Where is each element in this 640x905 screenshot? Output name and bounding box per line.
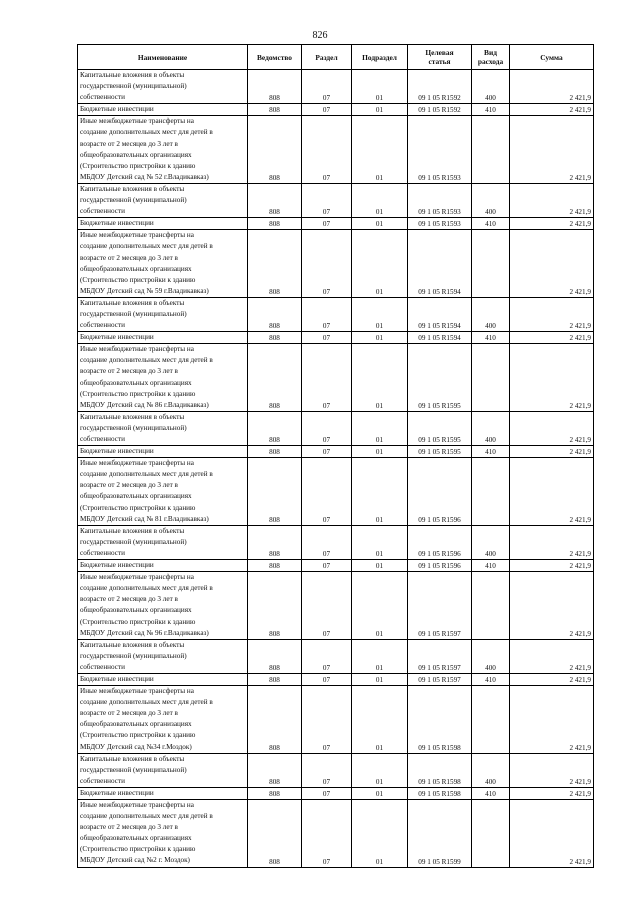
cell-name-line: государственной (муниципальной): [80, 765, 187, 774]
cell-section: 07: [302, 800, 352, 868]
cell-name-line: государственной (муниципальной): [80, 82, 187, 91]
header-row: [78, 45, 594, 70]
cell-sum: 2 421,9: [510, 686, 594, 754]
cell-target: 09 1 05 R1596: [408, 458, 472, 526]
cell-expense: [472, 686, 510, 754]
cell-name: [78, 332, 248, 344]
cell-subsection: 01: [352, 70, 408, 104]
cell-section: 07: [302, 70, 352, 104]
cell-expense: 410: [472, 787, 510, 799]
cell-name-line: (Строительство пристройки к зданию: [80, 731, 196, 740]
cell-section: 07: [302, 183, 352, 217]
cell-section: 07: [302, 116, 352, 184]
cell-expense: [472, 458, 510, 526]
cell-name: [78, 673, 248, 685]
cell-target: 09 1 05 R1592: [408, 104, 472, 116]
cell-name-line: возрасте от 2 месяцев до 3 лет в: [80, 253, 178, 262]
table-row: [78, 686, 594, 754]
cell-name: [78, 218, 248, 230]
cell-name: [78, 560, 248, 572]
cell-dept: 808: [248, 183, 302, 217]
cell-sum: 2 421,9: [510, 787, 594, 799]
cell-dept: 808: [248, 230, 302, 298]
cell-name-line: Иные межбюджетные трансферты на: [80, 459, 194, 468]
cell-subsection: 01: [352, 525, 408, 559]
table-row: [78, 230, 594, 298]
cell-sum: 2 421,9: [510, 673, 594, 685]
page-number: 826: [312, 30, 328, 41]
header-subsection: Подраздел: [352, 45, 408, 70]
cell-name-line: (Строительство пристройки к зданию: [80, 845, 196, 854]
header-target-line: статья: [428, 57, 451, 66]
cell-subsection: 01: [352, 572, 408, 640]
cell-sum: 2 421,9: [510, 411, 594, 445]
cell-section: 07: [302, 673, 352, 685]
cell-name-line: собственности: [80, 435, 125, 443]
cell-target: 09 1 05 R1598: [408, 753, 472, 787]
table-row: [78, 183, 594, 217]
table-row: [78, 800, 594, 868]
cell-name-line: создание дополнительных мест для детей в: [80, 812, 213, 821]
cell-expense: 400: [472, 183, 510, 217]
cell-name-line: Бюджетные инвестиции: [80, 105, 154, 114]
cell-dept: 808: [248, 572, 302, 640]
cell-name: [78, 70, 248, 104]
cell-name-line: Иные межбюджетные трансферты на: [80, 345, 194, 354]
header-section: Раздел: [302, 45, 352, 70]
cell-subsection: 01: [352, 116, 408, 184]
cell-expense: [472, 230, 510, 298]
budget-table: [77, 44, 594, 868]
cell-subsection: 01: [352, 332, 408, 344]
cell-name-line: Бюджетные инвестиции: [80, 561, 154, 570]
table-row: [78, 673, 594, 685]
cell-name-line: создание дополнительных мест для детей в: [80, 584, 213, 593]
cell-section: 07: [302, 560, 352, 572]
cell-sum: 2 421,9: [510, 230, 594, 298]
cell-expense: 400: [472, 70, 510, 104]
table-row: [78, 753, 594, 787]
cell-name-line: собственности: [80, 548, 125, 557]
cell-dept: 808: [248, 673, 302, 685]
cell-target: 09 1 05 R1599: [408, 800, 472, 868]
table-body: [78, 70, 594, 868]
cell-name-line: возрасте от 2 месяцев до 3 лет в: [80, 481, 178, 490]
cell-name-line: общеобразовательных организациях: [80, 378, 192, 387]
cell-name-line: Бюджетные инвестиции: [80, 447, 154, 456]
cell-expense: 410: [472, 218, 510, 230]
cell-name: [78, 572, 248, 640]
cell-name-line: (Строительство пристройки к зданию: [80, 617, 196, 626]
table-row: [78, 344, 594, 412]
cell-section: 07: [302, 104, 352, 116]
cell-dept: 808: [248, 344, 302, 412]
header-name: Наименование: [78, 45, 248, 70]
cell-name-line: Бюджетные инвестиции: [80, 333, 154, 342]
cell-name-line: МБДОУ Детский сад № 86 г.Владикавказ): [80, 400, 209, 409]
cell-dept: 808: [248, 218, 302, 230]
cell-section: 07: [302, 639, 352, 673]
cell-subsection: 01: [352, 800, 408, 868]
header-expense-line: расхода: [477, 57, 504, 66]
table-row: [78, 525, 594, 559]
cell-name: [78, 639, 248, 673]
cell-target: 09 1 05 R1596: [408, 525, 472, 559]
cell-sum: 2 421,9: [510, 560, 594, 572]
cell-subsection: 01: [352, 639, 408, 673]
cell-expense: 410: [472, 332, 510, 344]
cell-name-line: Капитальные вложения в объекты: [80, 526, 185, 535]
cell-name-line: Иные межбюджетные трансферты на: [80, 801, 194, 809]
cell-dept: 808: [248, 686, 302, 754]
cell-dept: 808: [248, 525, 302, 559]
cell-target: 09 1 05 R1595: [408, 411, 472, 445]
table-row: [78, 639, 594, 673]
cell-name-line: Капитальные вложения в объекты: [80, 71, 185, 79]
table-row: [78, 446, 594, 458]
cell-subsection: 01: [352, 344, 408, 412]
table-row: [78, 116, 594, 184]
cell-name-line: общеобразовательных организациях: [80, 264, 192, 273]
cell-expense: 410: [472, 104, 510, 116]
cell-name-line: государственной (муниципальной): [80, 196, 187, 205]
header-expense-line: Вид: [484, 48, 497, 57]
cell-subsection: 01: [352, 104, 408, 116]
cell-subsection: 01: [352, 458, 408, 526]
cell-target: 09 1 05 R1597: [408, 639, 472, 673]
table-row: [78, 70, 594, 104]
cell-target: 09 1 05 R1594: [408, 230, 472, 298]
cell-name-line: создание дополнительных мест для детей в: [80, 698, 213, 707]
cell-name-line: возрасте от 2 месяцев до 3 лет в: [80, 139, 178, 148]
cell-target: 09 1 05 R1594: [408, 332, 472, 344]
cell-name: [78, 446, 248, 458]
cell-section: 07: [302, 787, 352, 799]
cell-sum: 2 421,9: [510, 116, 594, 184]
cell-dept: 808: [248, 787, 302, 799]
cell-name-line: Иные межбюджетные трансферты на: [80, 231, 194, 240]
cell-name: [78, 116, 248, 184]
cell-expense: [472, 344, 510, 412]
cell-sum: 2 421,9: [510, 800, 594, 868]
cell-name: [78, 183, 248, 217]
cell-sum: 2 421,9: [510, 218, 594, 230]
table-row: [78, 458, 594, 526]
cell-name: [78, 525, 248, 559]
cell-subsection: 01: [352, 686, 408, 754]
cell-target: 09 1 05 R1596: [408, 560, 472, 572]
cell-name: [78, 230, 248, 298]
cell-section: 07: [302, 297, 352, 331]
cell-name-line: Иные межбюджетные трансферты на: [80, 117, 194, 126]
cell-subsection: 01: [352, 297, 408, 331]
cell-name-line: собственности: [80, 321, 125, 330]
cell-name: [78, 686, 248, 754]
cell-dept: 808: [248, 116, 302, 184]
cell-sum: 2 421,9: [510, 458, 594, 526]
cell-name-line: МБДОУ Детский сад №2 г. Моздок): [80, 856, 190, 865]
header-expense: [472, 45, 510, 70]
cell-target: 09 1 05 R1594: [408, 297, 472, 331]
cell-subsection: 01: [352, 183, 408, 217]
table-row: [78, 560, 594, 572]
cell-section: 07: [302, 686, 352, 754]
cell-name-line: государственной (муниципальной): [80, 537, 187, 546]
cell-name-line: общеобразовательных организациях: [80, 150, 192, 159]
cell-section: 07: [302, 218, 352, 230]
cell-name-line: общеобразовательных организациях: [80, 606, 192, 615]
table-row: [78, 332, 594, 344]
cell-section: 07: [302, 446, 352, 458]
cell-dept: 808: [248, 560, 302, 572]
cell-name-line: (Строительство пристройки к зданию: [80, 389, 196, 398]
cell-name: [78, 458, 248, 526]
cell-name-line: Иные межбюджетные трансферты на: [80, 687, 194, 696]
cell-name: [78, 411, 248, 445]
cell-name-line: Капитальные вложения в объекты: [80, 298, 185, 307]
cell-name-line: Капитальные вложения в объекты: [80, 412, 185, 421]
cell-sum: 2 421,9: [510, 446, 594, 458]
cell-expense: 410: [472, 673, 510, 685]
cell-name-line: (Строительство пристройки к зданию: [80, 161, 196, 170]
cell-section: 07: [302, 230, 352, 298]
cell-target: 09 1 05 R1595: [408, 344, 472, 412]
cell-dept: 808: [248, 458, 302, 526]
cell-name-line: МБДОУ Детский сад № 81 г.Владикавказ): [80, 514, 209, 523]
header-target: [408, 45, 472, 70]
cell-section: 07: [302, 458, 352, 526]
cell-section: 07: [302, 753, 352, 787]
cell-name-line: общеобразовательных организациях: [80, 720, 192, 729]
cell-name-line: Бюджетные инвестиции: [80, 674, 154, 683]
cell-expense: 410: [472, 446, 510, 458]
cell-expense: 400: [472, 525, 510, 559]
cell-sum: 2 421,9: [510, 104, 594, 116]
cell-name: [78, 297, 248, 331]
cell-target: 09 1 05 R1597: [408, 673, 472, 685]
cell-name-line: МБДОУ Детский сад № 96 г.Владикавказ): [80, 628, 209, 637]
cell-name: [78, 800, 248, 868]
cell-name: [78, 787, 248, 799]
cell-section: 07: [302, 411, 352, 445]
cell-target: 09 1 05 R1593: [408, 116, 472, 184]
cell-section: 07: [302, 332, 352, 344]
cell-dept: 808: [248, 332, 302, 344]
cell-expense: [472, 800, 510, 868]
cell-name-line: Капитальные вложения в объекты: [80, 184, 185, 193]
cell-expense: 400: [472, 297, 510, 331]
cell-sum: 2 421,9: [510, 639, 594, 673]
cell-sum: 2 421,9: [510, 183, 594, 217]
cell-name: [78, 344, 248, 412]
cell-dept: 808: [248, 411, 302, 445]
cell-name-line: Иные межбюджетные трансферты на: [80, 573, 194, 582]
cell-dept: 808: [248, 800, 302, 868]
cell-subsection: 01: [352, 230, 408, 298]
cell-name-line: Капитальные вложения в объекты: [80, 640, 185, 649]
cell-dept: 808: [248, 753, 302, 787]
cell-target: 09 1 05 R1592: [408, 70, 472, 104]
cell-name-line: собственности: [80, 776, 125, 785]
cell-target: 09 1 05 R1598: [408, 787, 472, 799]
cell-target: 09 1 05 R1598: [408, 686, 472, 754]
cell-section: 07: [302, 525, 352, 559]
cell-name-line: создание дополнительных мест для детей в: [80, 470, 213, 479]
cell-sum: 2 421,9: [510, 344, 594, 412]
cell-target: 09 1 05 R1595: [408, 446, 472, 458]
cell-expense: [472, 116, 510, 184]
header-dept: Ведомство: [248, 45, 302, 70]
cell-name-line: собственности: [80, 93, 125, 102]
cell-name-line: возрасте от 2 месяцев до 3 лет в: [80, 595, 178, 604]
cell-dept: 808: [248, 639, 302, 673]
cell-name-line: (Строительство пристройки к зданию: [80, 503, 196, 512]
cell-name-line: возрасте от 2 месяцев до 3 лет в: [80, 823, 178, 832]
cell-section: 07: [302, 344, 352, 412]
cell-target: 09 1 05 R1597: [408, 572, 472, 640]
cell-sum: 2 421,9: [510, 753, 594, 787]
cell-target: 09 1 05 R1593: [408, 218, 472, 230]
cell-name-line: Бюджетные инвестиции: [80, 788, 154, 797]
cell-name: [78, 104, 248, 116]
cell-name-line: МБДОУ Детский сад №34 г.Моздок): [80, 742, 192, 751]
cell-subsection: 01: [352, 560, 408, 572]
cell-name-line: создание дополнительных мест для детей в: [80, 356, 213, 365]
cell-name-line: общеобразовательных организациях: [80, 834, 192, 843]
cell-subsection: 01: [352, 673, 408, 685]
table-row: [78, 297, 594, 331]
cell-name-line: государственной (муниципальной): [80, 651, 187, 660]
cell-subsection: 01: [352, 446, 408, 458]
cell-expense: 410: [472, 560, 510, 572]
header-target-line: Целевая: [425, 48, 454, 57]
cell-name-line: собственности: [80, 207, 125, 216]
cell-name-line: возрасте от 2 месяцев до 3 лет в: [80, 367, 178, 376]
cell-name-line: МБДОУ Детский сад № 52 г.Владикавказ): [80, 172, 209, 181]
table-row: [78, 104, 594, 116]
table-row: [78, 411, 594, 445]
cell-expense: [472, 572, 510, 640]
cell-target: 09 1 05 R1593: [408, 183, 472, 217]
table-row: [78, 787, 594, 799]
cell-section: 07: [302, 572, 352, 640]
cell-name-line: государственной (муниципальной): [80, 423, 187, 432]
cell-dept: 808: [248, 446, 302, 458]
cell-name-line: создание дополнительных мест для детей в: [80, 128, 213, 137]
cell-name-line: МБДОУ Детский сад № 59 г.Владикавказ): [80, 286, 209, 295]
cell-name-line: возрасте от 2 месяцев до 3 лет в: [80, 709, 178, 718]
cell-sum: 2 421,9: [510, 297, 594, 331]
cell-name-line: Капитальные вложения в объекты: [80, 754, 185, 763]
table-row: [78, 218, 594, 230]
cell-name-line: Бюджетные инвестиции: [80, 219, 154, 228]
cell-name-line: собственности: [80, 662, 125, 671]
cell-dept: 808: [248, 104, 302, 116]
cell-subsection: 01: [352, 411, 408, 445]
cell-sum: 2 421,9: [510, 572, 594, 640]
cell-expense: 400: [472, 411, 510, 445]
cell-dept: 808: [248, 70, 302, 104]
cell-sum: 2 421,9: [510, 525, 594, 559]
cell-name-line: (Строительство пристройки к зданию: [80, 275, 196, 284]
cell-subsection: 01: [352, 787, 408, 799]
cell-dept: 808: [248, 297, 302, 331]
cell-subsection: 01: [352, 218, 408, 230]
cell-expense: 400: [472, 639, 510, 673]
cell-sum: 2 421,9: [510, 70, 594, 104]
cell-name-line: государственной (муниципальной): [80, 309, 187, 318]
cell-subsection: 01: [352, 753, 408, 787]
header-sum: Сумма: [510, 45, 594, 70]
table-row: [78, 572, 594, 640]
cell-sum: 2 421,9: [510, 332, 594, 344]
cell-name-line: общеобразовательных организациях: [80, 492, 192, 501]
cell-expense: 400: [472, 753, 510, 787]
cell-name-line: создание дополнительных мест для детей в: [80, 242, 213, 251]
cell-name: [78, 753, 248, 787]
